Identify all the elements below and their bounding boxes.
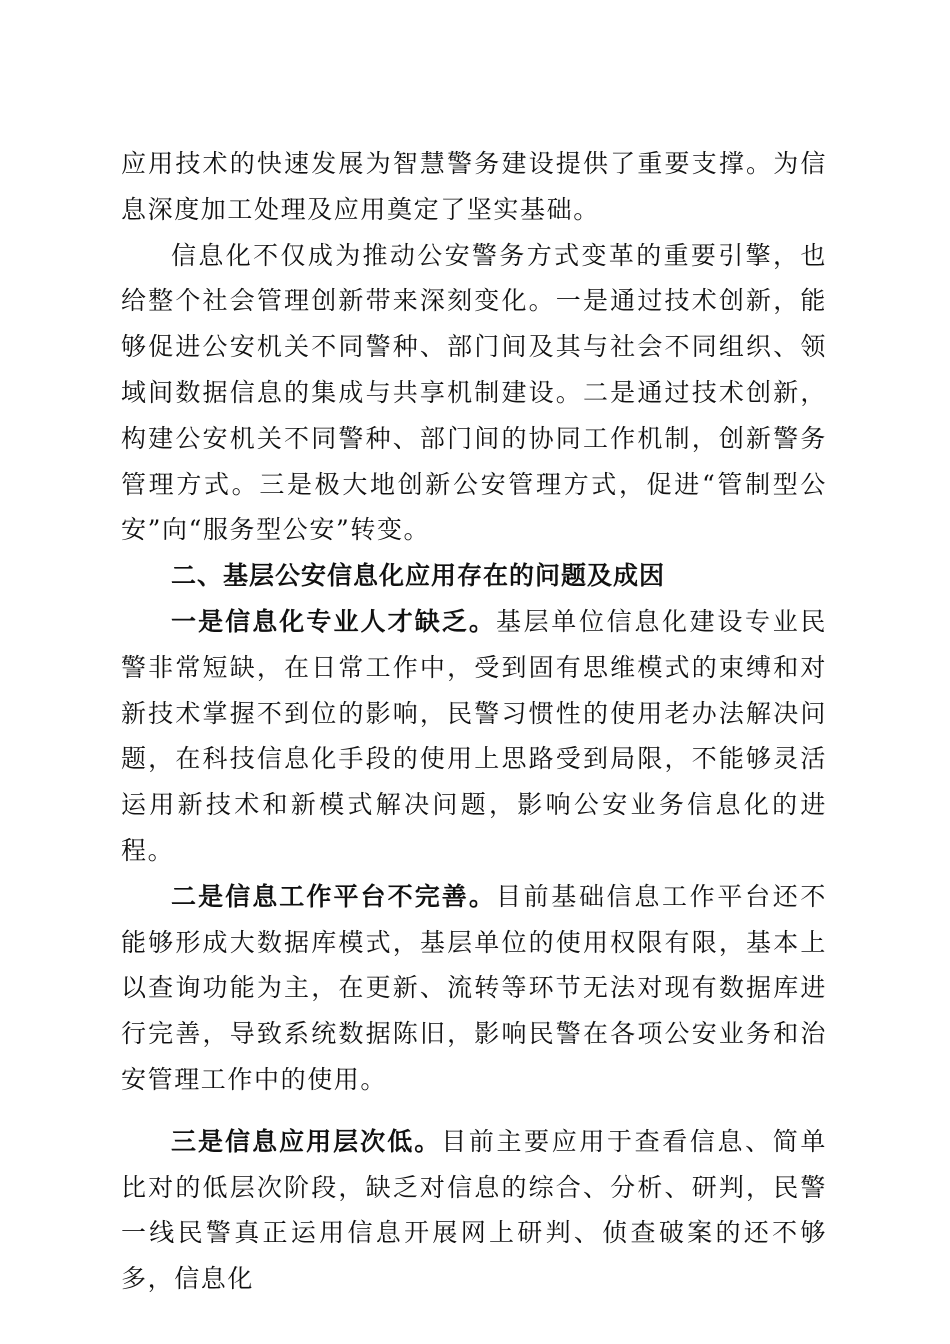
section-heading-2: 二、基层公安信息化应用存在的问题及成因 [171, 561, 666, 591]
paragraph-4-body: 目前基础信息工作平台还不能够形成大数据库模式，基层单位的使用权限有限，基本上以查询功能为主，在更新、流转等环节无法对现有数据库进行完善，导致系统数据陈旧，影响民警在各项公安业务和治安管理工作中的使用。 [121, 881, 827, 1094]
paragraph-5-lead: 三是信息应用层次低。 [171, 1126, 442, 1156]
paragraph-4 [121, 874, 827, 1103]
paragraph-4-lead: 二是信息工作平台不完善。 [171, 881, 496, 911]
paragraph-5 [121, 1119, 827, 1302]
paragraph-3 [121, 599, 827, 874]
paragraph-2: 信息化不仅成为推动公安警务方式变革的重要引擎，也给整个社会管理创新带来深刻变化。一是通过技术创新，能够促进公安机关不同警种、部门间及其与社会不同组织、领域间数据信息的集成与共享机制建设。二是通过技术创新，构建公安机关不同警种、部门间的协同工作机制，创新警务管理方式。三是极大地创新公安管理方式，促进“管制型公安”向“服务型公安”转变。 [121, 240, 827, 545]
paragraph-3-lead: 一是信息化专业人才缺乏。 [171, 606, 496, 636]
paragraph-3-body: 基层单位信息化建设专业民警非常短缺，在日常工作中，受到固有思维模式的束缚和对新技术掌握不到位的影响，民警习惯性的使用老办法解决问题，在科技信息化手段的使用上思路受到局限，不能够灵活运用新技术和新模式解决问题，影响公安业务信息化的进程。 [121, 606, 827, 865]
document-body [121, 141, 827, 1302]
paragraph-1: 应用技术的快速发展为智慧警务建设提供了重要支撑。为信息深度加工处理及应用奠定了坚实基础。 [121, 149, 827, 224]
paragraph-5-body: 目前主要应用于查看信息、简单比对的低层次阶段，缺乏对信息的综合、分析、研判，民警一线民警真正运用信息开展网上研判、侦查破案的还不够多，信息化 [121, 1126, 827, 1294]
